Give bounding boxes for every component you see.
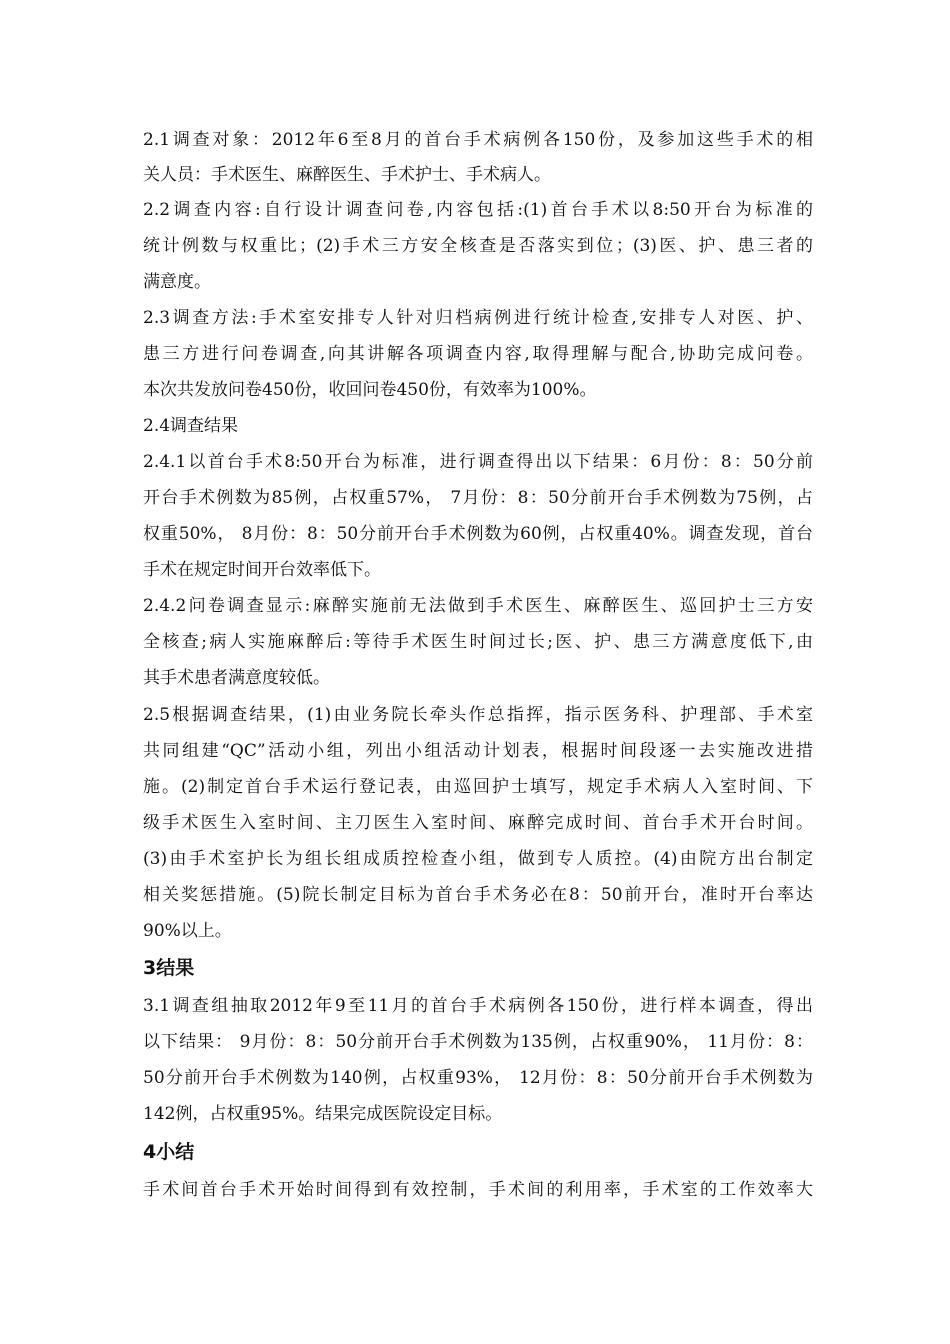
- text-line: 本次共发放问卷450份，收回问卷450份，有效率为100%。: [143, 380, 597, 400]
- text-line: 2.4.1以首台手术8:50开台为标准，进行调查得出以下结果：6月份：8：50分前: [143, 452, 813, 472]
- text-line: 全核查;病人实施麻醉后:等待手术医生时间过长;医、护、患三方满意度低下,由: [143, 632, 813, 652]
- text-line: 施。(2)制定首台手术运行登记表，由巡回护士填写，规定手术病人入室时间、下: [143, 777, 813, 797]
- text-line: 满意度。: [143, 272, 211, 292]
- text-line: 90%以上。: [143, 921, 232, 941]
- text-line: 患三方进行问卷调查,向其讲解各项调查内容,取得理解与配合,协助完成问卷。: [143, 344, 813, 364]
- text-line: 共同组建“QC”活动小组，列出小组活动计划表，根据时间段逐一去实施改进措: [143, 741, 813, 761]
- text-line: 相关奖惩措施。(5)院长制定目标为首台手术务必在8：50前开台，准时开台率达: [143, 885, 813, 905]
- text-line: 其手术患者满意度较低。: [143, 668, 330, 688]
- text-line: 关人员：手术医生、麻醉医生、手术护士、手术病人。: [143, 165, 551, 185]
- section-heading: 3结果: [143, 957, 195, 979]
- text-line: 142例，占权重95%。结果完成医院设定目标。: [143, 1104, 503, 1124]
- text-line: 统计例数与权重比；(2)手术三方安全核查是否落实到位；(3)医、护、患三者的: [143, 236, 813, 256]
- text-line: 手术间首台手术开始时间得到有效控制，手术间的利用率，手术室的工作效率大: [143, 1180, 813, 1200]
- section-title: 2.4调查结果: [143, 416, 239, 436]
- text-line: 手术在规定时间开台效率低下。: [143, 560, 381, 580]
- section-heading: 4小结: [143, 1141, 195, 1163]
- text-line: 2.2调查内容:自行设计调查问卷,内容包括:(1)首台手术以8:50开台为标准的: [143, 200, 813, 220]
- text-line: 开台手术例数为85例，占权重57%， 7月份：8：50分前开台手术例数为75例，占: [143, 488, 813, 508]
- text-line: 2.3调查方法:手术室安排专人针对归档病例进行统计检查,安排专人对医、护、: [143, 308, 813, 328]
- text-line: 以下结果： 9月份：8：50分前开台手术例数为135例，占权重90%， 11月份：8：: [143, 1032, 813, 1052]
- text-line: 权重50%， 8月份：8：50分前开台手术例数为60例，占权重40%。调查发现，首台: [143, 524, 813, 544]
- text-line: 2.4.2问卷调查显示:麻醉实施前无法做到手术医生、麻醉医生、巡回护士三方安: [143, 596, 813, 616]
- text-line: 级手术医生入室时间、主刀医生入室时间、麻醉完成时间、首台手术开台时间。: [143, 813, 813, 833]
- text-line: (3)由手术室护长为组长组成质控检查小组，做到专人质控。(4)由院方出台制定: [143, 849, 813, 869]
- text-line: 2.5根据调查结果，(1)由业务院长牵头作总指挥，指示医务科、护理部、手术室: [143, 705, 813, 725]
- text-line: 3.1调查组抽取2012年9至11月的首台手术病例各150份，进行样本调查，得出: [143, 996, 813, 1016]
- text-line: 50分前开台手术例数为140例，占权重93%， 12月份：8：50分前开台手术例数为: [143, 1068, 813, 1088]
- text-line: 2.1调查对象：2012年6至8月的首台手术病例各150份，及参加这些手术的相: [143, 130, 813, 150]
